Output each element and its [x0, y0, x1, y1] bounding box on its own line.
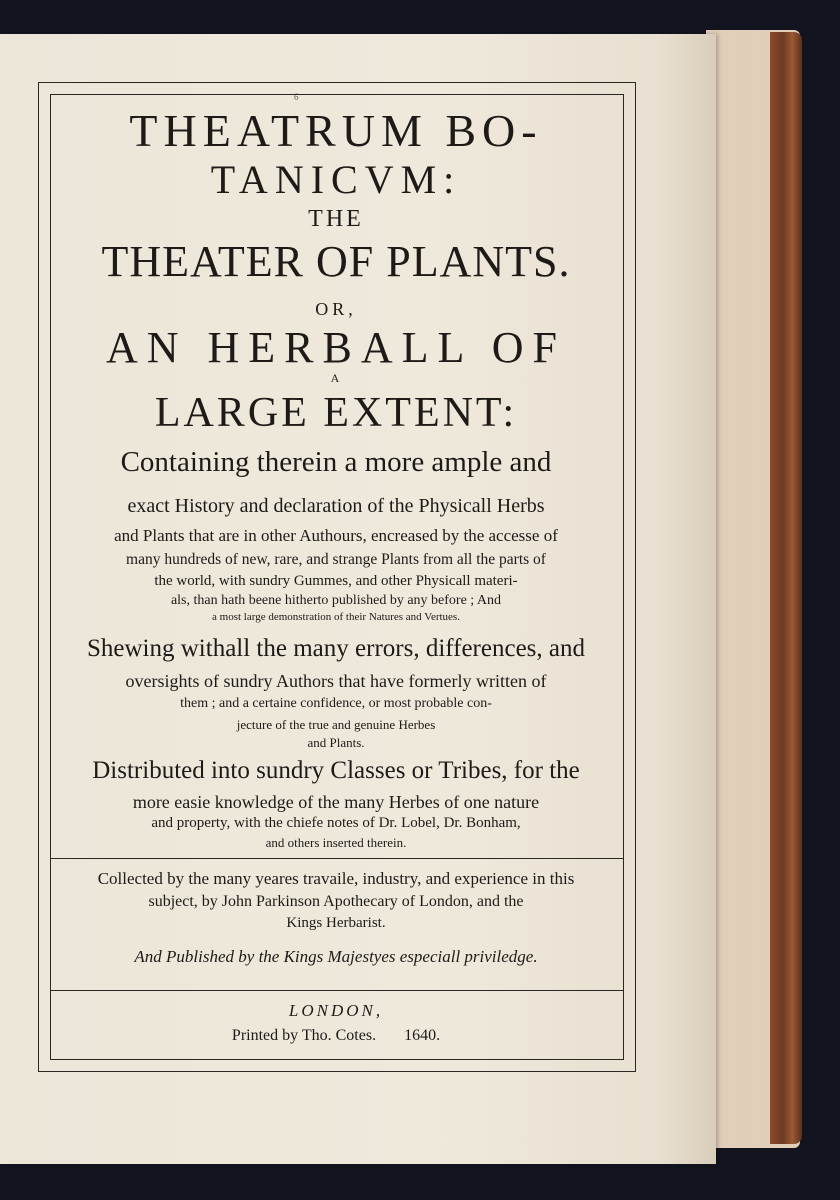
shewing-line-5: and Plants. — [307, 735, 365, 750]
shewing-line-3: them ; and a certaine confidence, or most probable con- — [180, 696, 492, 711]
containing-line-1: Containing therein a more ample and — [120, 446, 552, 478]
title-line-2: TANICVM: — [210, 157, 462, 202]
shewing-line-1: Shewing withall the many errors, differences, and — [87, 635, 585, 662]
title-line-5: OR, — [315, 299, 357, 319]
shewing-line-2: oversights of sundry Authors that have formerly written of — [125, 671, 547, 691]
title-line-4: THEATER OF PLANTS. — [101, 237, 571, 286]
title-line-8: LARGE EXTENT: — [154, 390, 518, 436]
imprint-line — [54, 1028, 618, 1044]
distributed-line-3: and property, with the chiefe notes of Dr. Lobel, Dr. Bonham, — [151, 815, 521, 831]
title-line-3: THE — [308, 206, 364, 232]
shewing-line-4: jecture of the true and genuine Herbes — [236, 717, 436, 732]
containing-line-2: exact History and declaration of the Physicall Herbs — [127, 495, 545, 517]
collected-line-1: Collected by the many yeares travaile, industry, and experience in this — [97, 869, 575, 888]
distributed-line-2: more easie knowledge of the many Herbes of one nature — [132, 792, 540, 812]
folio-number: 6 — [294, 92, 299, 102]
containing-line-6: als, than hath beene hitherto published by any before ; And — [170, 593, 502, 608]
containing-line-7: a most large demonstration of their Natures and Vertues. — [212, 611, 460, 623]
collected-line-3: Kings Herbarist. — [286, 915, 386, 931]
title-line-1: THEATRUM BO- — [129, 105, 543, 156]
containing-line-5: the world, with sundry Gummes, and other Physicall materi- — [154, 573, 518, 589]
distributed-line-1: Distributed into sundry Classes or Tribes, for the — [92, 757, 580, 784]
privilege-statement: And Published by the Kings Majestyes especiall priviledge. — [134, 947, 538, 966]
collected-line-2: subject, by John Parkinson Apothecary of London, and the — [148, 893, 524, 910]
containing-line-3: and Plants that are in other Authours, encreased by the accesse of — [114, 526, 558, 545]
distributed-line-4: and others inserted therein. — [265, 835, 407, 850]
containing-line-4: many hundreds of new, rare, and strange Plants from all the parts of — [126, 551, 546, 568]
section-rule-top — [50, 858, 624, 859]
imprint-city: LONDON, — [288, 1001, 384, 1020]
section-rule-bottom — [50, 990, 624, 991]
imprint-printer: Printed by Tho. Cotes. — [231, 1027, 377, 1044]
title-line-7: A — [330, 371, 342, 385]
title-line-6: AN HERBALL OF — [105, 323, 567, 372]
book-cover-edge — [770, 32, 802, 1144]
imprint-year: 1640. — [404, 1027, 441, 1044]
